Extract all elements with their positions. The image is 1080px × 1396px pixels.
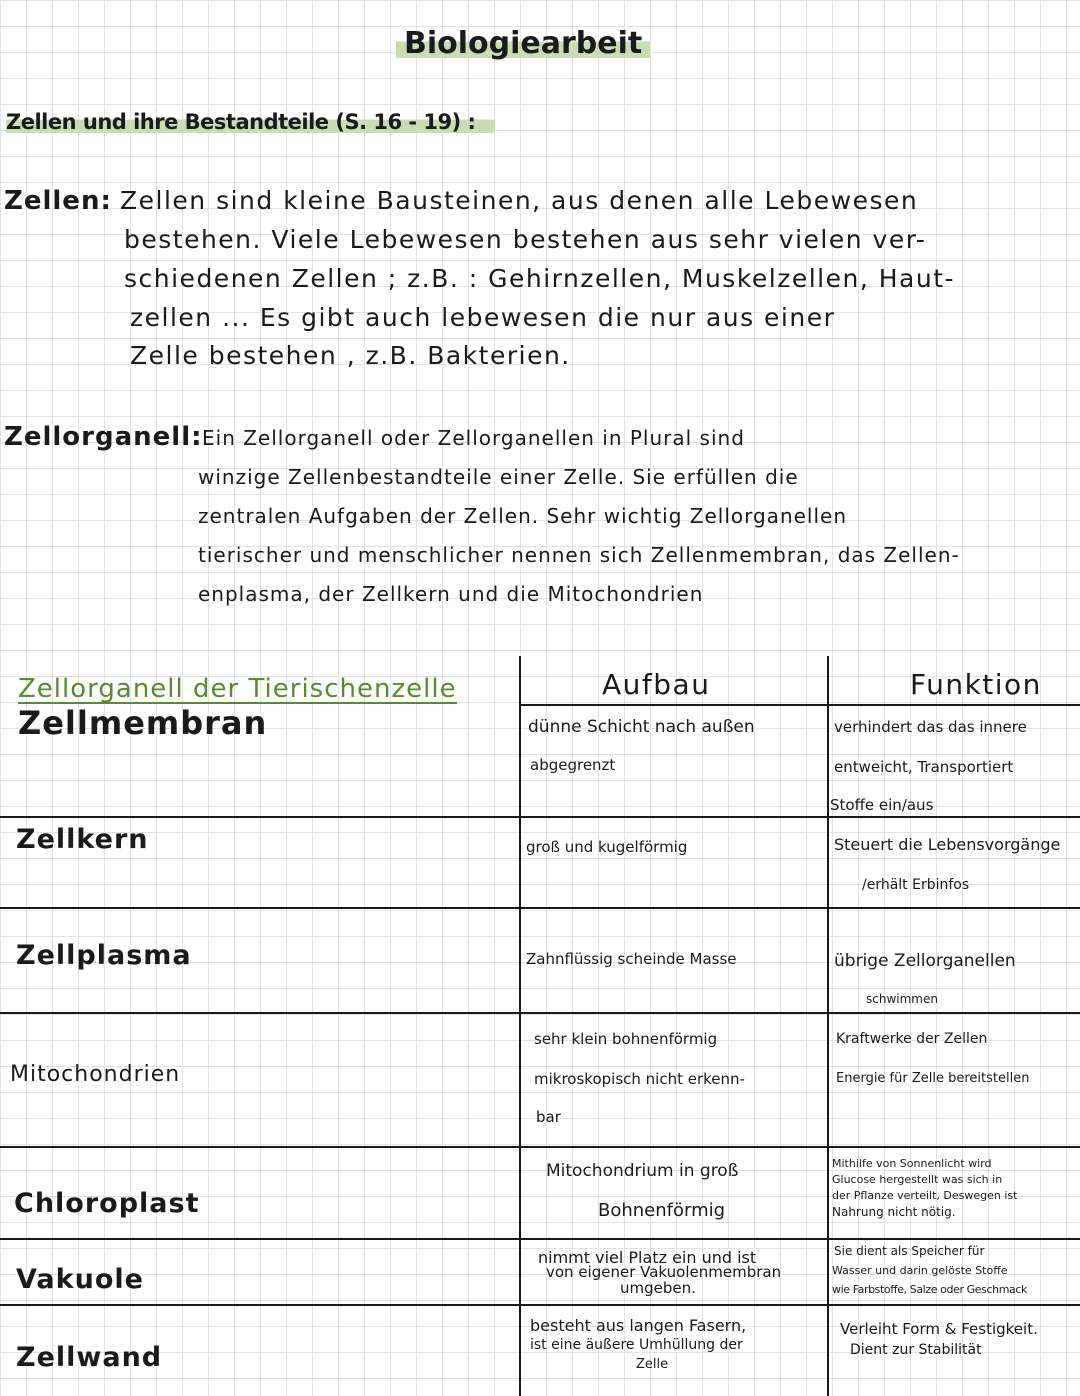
- zellen-text-line: Zelle bestehen , z.B. Bakterien.: [130, 341, 571, 370]
- aufbau-line: mikroskopisch nicht erkenn-: [534, 1070, 745, 1088]
- row-name-zellkern: Zellkern: [16, 824, 149, 855]
- aufbau-line: dünne Schicht nach außen: [528, 717, 755, 737]
- aufbau-line: Zelle: [636, 1357, 669, 1372]
- aufbau-line: sehr klein bohnenförmig: [534, 1030, 718, 1048]
- table-row-divider: [0, 1304, 1080, 1306]
- zellen-text-line: bestehen. Viele Lebewesen bestehen aus sehr vielen ver-: [124, 225, 927, 254]
- aufbau-line: Mitochondrium in groß: [546, 1161, 739, 1181]
- aufbau-line: umgeben.: [620, 1279, 696, 1297]
- aufbau-line: Bohnenförmig: [598, 1200, 726, 1221]
- column-header-aufbau: Aufbau: [602, 668, 711, 701]
- table-row-divider: [0, 907, 1080, 909]
- aufbau-line: von eigener Vakuolenmembran: [546, 1263, 782, 1281]
- table-vertical-divider: [519, 656, 521, 1396]
- funktion-line: Steuert die Lebensvorgänge: [834, 835, 1061, 854]
- aufbau-line: nimmt viel Platz ein und ist: [538, 1248, 757, 1267]
- row-name-zellplasma: Zellplasma: [16, 940, 192, 971]
- zellorganell-text-line: winzige Zellenbestandteile einer Zelle. Sie erfüllen die: [198, 465, 799, 489]
- row-name-mitochondrien: Mitochondrien: [10, 1062, 181, 1087]
- row-name-vakuole: Vakuole: [16, 1264, 144, 1295]
- table-row-divider: [0, 1146, 1080, 1148]
- row-name-zellmembran: Zellmembran: [18, 704, 268, 742]
- funktion-line: schwimmen: [866, 992, 938, 1006]
- funktion-line: wie Farbstoffe, Salze oder Geschmack: [832, 1283, 1027, 1296]
- row-name-chloroplast: Chloroplast: [14, 1188, 200, 1219]
- funktion-line: Dient zur Stabilität: [850, 1342, 982, 1358]
- table-row-divider: [0, 1238, 1080, 1240]
- zellorganell-text-line: zentralen Aufgaben der Zellen. Sehr wichtig Zellorganellen: [198, 504, 848, 528]
- table-header-divider: [519, 704, 1080, 706]
- zellen-label: Zellen:: [4, 186, 112, 216]
- zellorganell-text-line: Ein Zellorganell oder Zellorganellen in Plural sind: [202, 426, 745, 450]
- funktion-line: Sie dient als Speicher für: [834, 1244, 985, 1258]
- table-heading: Zellorganell der Tierischenzelle: [18, 674, 457, 704]
- column-header-funktion: Funktion: [910, 668, 1042, 701]
- page-title: Biologiearbeit: [396, 26, 650, 61]
- aufbau-line: groß und kugelförmig: [526, 838, 688, 856]
- section-subtitle: Zellen und ihre Bestandteile (S. 16 - 19) :: [6, 110, 495, 134]
- aufbau-line: Zahnflüssig scheinde Masse: [526, 950, 737, 968]
- funktion-line: verhindert das das innere: [834, 718, 1027, 736]
- funktion-line: Kraftwerke der Zellen: [836, 1031, 988, 1047]
- aufbau-line: abgegrenzt: [530, 756, 616, 774]
- funktion-line: /erhält Erbinfos: [862, 877, 970, 893]
- aufbau-line: besteht aus langen Fasern,: [530, 1316, 747, 1335]
- funktion-line: Verleiht Form & Festigkeit.: [840, 1320, 1038, 1338]
- aufbau-line: ist eine äußere Umhüllung der: [530, 1337, 743, 1353]
- funktion-line: Nahrung nicht nötig.: [832, 1205, 956, 1219]
- aufbau-line: bar: [536, 1108, 561, 1126]
- zellorganell-text-line: tierischer und menschlicher nennen sich Zellenmembran, das Zellen-: [198, 543, 960, 567]
- funktion-line: Energie für Zelle bereitstellen: [836, 1071, 1030, 1086]
- funktion-line: Glucose hergestellt was sich in: [832, 1173, 1003, 1186]
- zellorganell-text-line: enplasma, der Zellkern und die Mitochondrien: [198, 582, 704, 606]
- funktion-line: übrige Zellorganellen: [834, 951, 1016, 971]
- funktion-line: Wasser und darin gelöste Stoffe: [832, 1264, 1008, 1277]
- zellen-text-line: zellen ... Es gibt auch lebewesen die nur aus einer: [130, 303, 836, 332]
- zellen-text-line: Zellen sind kleine Bausteinen, aus denen alle Lebewesen: [120, 186, 919, 215]
- zellen-text-line: schiedenen Zellen ; z.B. : Gehirnzellen, Muskelzellen, Haut-: [124, 264, 956, 293]
- funktion-line: Stoffe ein/aus: [830, 796, 934, 814]
- funktion-line: Mithilfe von Sonnenlicht wird: [832, 1157, 992, 1170]
- zellorganell-label: Zellorganell:: [4, 422, 203, 452]
- funktion-line: entweicht, Transportiert: [834, 758, 1014, 776]
- funktion-line: der Pflanze verteilt, Deswegen ist: [832, 1189, 1018, 1202]
- table-vertical-divider: [827, 656, 829, 1396]
- row-name-zellwand: Zellwand: [16, 1342, 163, 1373]
